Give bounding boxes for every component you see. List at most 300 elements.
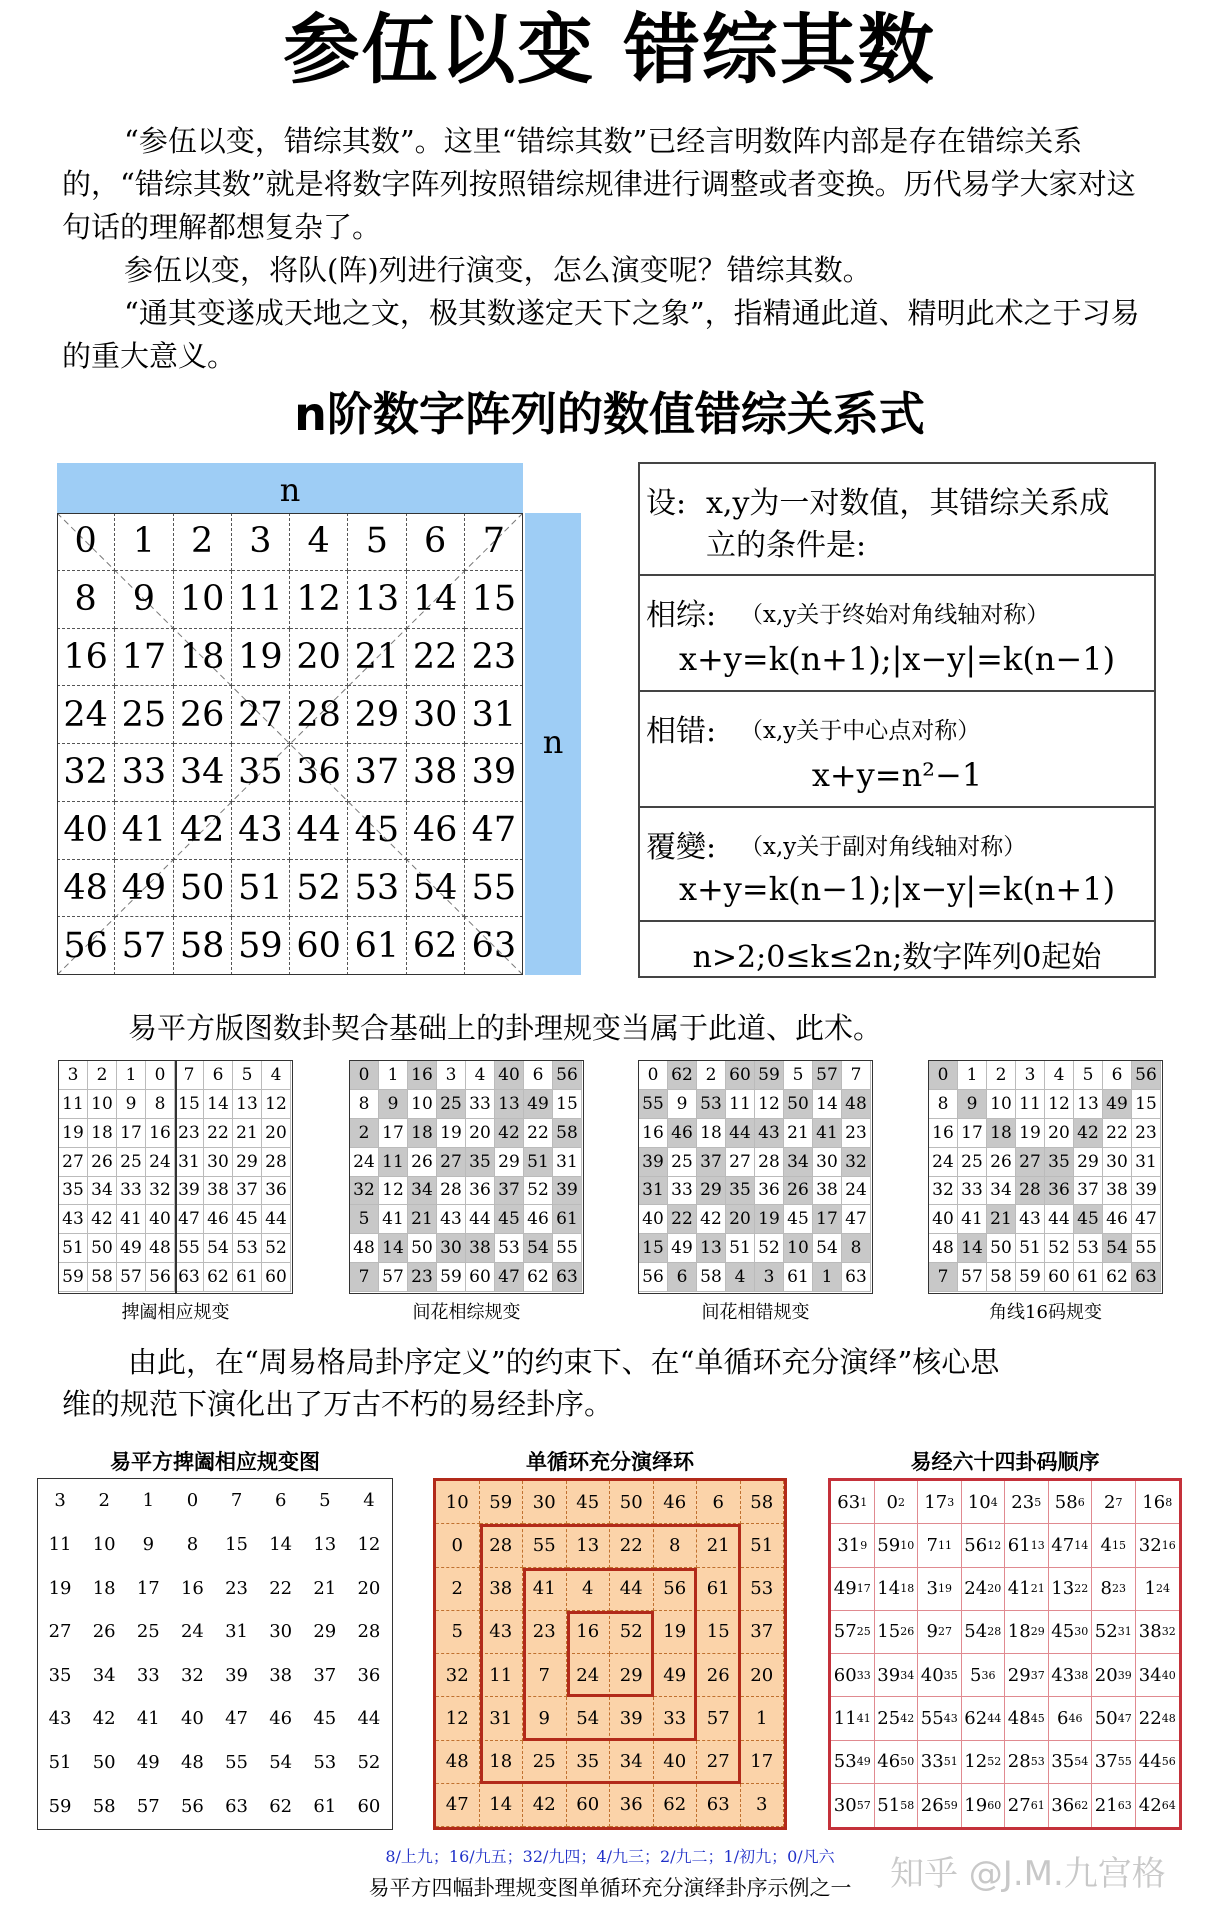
hexagram-cell: 32 16	[1136, 1524, 1180, 1567]
matrix-cell: 31	[480, 1697, 524, 1740]
small-matrix-cell: 12	[262, 1090, 291, 1119]
small-matrix-cell: 58	[697, 1263, 726, 1292]
cuo-equation: x+y=n²−1	[811, 756, 983, 794]
matrix-cell: 48	[436, 1741, 480, 1784]
matrix-cell: 23	[225, 1577, 249, 1599]
small-matrix-cell: 2	[697, 1061, 726, 1090]
hexagram-cell: 22 48	[1136, 1697, 1180, 1740]
small-matrix-cell: 14	[204, 1090, 233, 1119]
small-matrix-jianhua-zong	[349, 1060, 584, 1294]
hexagram-cell: 10 4	[962, 1481, 1006, 1524]
matrix-cell: 19	[232, 629, 290, 687]
hexagram-cell: 8 23	[1092, 1568, 1136, 1611]
small-matrix-cell: 0	[929, 1061, 958, 1090]
small-matrix-cell: 56	[553, 1061, 582, 1090]
small-matrix-cell: 18	[408, 1119, 437, 1148]
small-matrix-cell: 14	[379, 1234, 408, 1263]
small-matrix-cell: 48	[929, 1234, 958, 1263]
small-matrix-cell: 54	[813, 1234, 842, 1263]
matrix-cell: 29	[348, 686, 406, 744]
zong-equation: x+y=k(n+1);|x−y|=k(n−1)	[678, 640, 1116, 678]
small-matrix-cell: 46	[524, 1205, 553, 1234]
small-matrix-cell: 58	[88, 1263, 117, 1292]
matrix-cell: 60	[290, 917, 348, 975]
matrix-cell: 39	[610, 1697, 654, 1740]
small-matrix-cell: 35	[466, 1148, 495, 1177]
small-matrix-cell: 22	[524, 1119, 553, 1148]
small-matrix-cell: 43	[437, 1205, 466, 1234]
matrix-cell: 53	[741, 1568, 785, 1611]
hexagram-cell: 6 46	[1049, 1697, 1093, 1740]
small-matrix-cell: 34	[88, 1177, 117, 1206]
small-matrix-cell: 56	[146, 1263, 175, 1292]
small-matrix-cell: 36	[262, 1177, 291, 1206]
hexagram-cell: 28 53	[1005, 1741, 1049, 1784]
small-matrix-cell: 19	[437, 1119, 466, 1148]
matrix-cell: 1	[741, 1697, 785, 1740]
matrix-cell: 63	[225, 1795, 249, 1817]
matrix-cell: 62	[269, 1795, 293, 1817]
matrix-cell: 20	[741, 1654, 785, 1697]
hexagram-cell: 9 27	[918, 1611, 962, 1654]
matrix-cell: 7	[230, 1490, 243, 1512]
small-matrix-cell: 57	[813, 1061, 842, 1090]
small-matrix-cell: 22	[204, 1119, 233, 1148]
small-matrix-cell: 55	[1132, 1234, 1161, 1263]
fu-head: 覆變:	[646, 830, 717, 865]
hexagram-cell: 43 38	[1049, 1654, 1093, 1697]
small-matrix-cell: 24	[842, 1177, 871, 1206]
small-matrix-cell: 5	[233, 1061, 262, 1090]
hexagram-cell: 54 28	[962, 1611, 1006, 1654]
matrix-cell: 4	[567, 1568, 611, 1611]
small-matrix-cell: 42	[1074, 1119, 1103, 1148]
small-matrix-cell: 47	[842, 1205, 871, 1234]
small-matrix-cell: 33	[466, 1090, 495, 1119]
small-matrix-cell: 63	[553, 1263, 582, 1292]
hexagram-cell: 51 58	[875, 1784, 919, 1827]
small-matrix-cell: 46	[668, 1119, 697, 1148]
small-matrix-cell: 23	[175, 1119, 204, 1148]
small-matrix-cell: 50	[987, 1234, 1016, 1263]
small-matrix-cell: 57	[379, 1263, 408, 1292]
matrix-cell: 1	[115, 513, 173, 571]
small-matrix-cell: 26	[784, 1177, 813, 1206]
small-matrix-cell: 18	[697, 1119, 726, 1148]
small-matrix-cell: 28	[262, 1148, 291, 1177]
matrix-cell: 55	[523, 1524, 567, 1567]
small-matrix-cell: 25	[668, 1148, 697, 1177]
small-matrix-caption: 捭阖相应规变	[121, 1302, 230, 1323]
matrix-cell: 37	[313, 1664, 337, 1686]
small-matrix-cell: 11	[1016, 1090, 1045, 1119]
matrix-cell: 6	[407, 513, 465, 571]
small-matrix-cell: 41	[958, 1205, 987, 1234]
small-matrix-cell: 9	[958, 1090, 987, 1119]
matrix-cell: 14	[269, 1533, 293, 1555]
small-matrix-cell: 23	[408, 1263, 437, 1292]
small-matrix-cell: 61	[553, 1205, 582, 1234]
small-matrix-cell: 49	[117, 1234, 146, 1263]
small-matrix-cell: 49	[668, 1234, 697, 1263]
matrix-cell: 55	[465, 860, 523, 918]
hexagram-cell: 61 13	[1005, 1524, 1049, 1567]
hexagram-cell: 49 17	[831, 1568, 875, 1611]
small-matrix-cell: 28	[755, 1148, 784, 1177]
hexagram-cell: 17 3	[918, 1481, 962, 1524]
small-matrix-cell: 21	[408, 1205, 437, 1234]
matrix-cell: 11	[232, 571, 290, 629]
small-matrix-cell: 33	[958, 1177, 987, 1206]
small-matrix-cell: 34	[987, 1177, 1016, 1206]
small-matrix-cell: 0	[350, 1061, 379, 1090]
small-matrix-cell: 58	[987, 1263, 1016, 1292]
small-matrix-cell: 40	[495, 1061, 524, 1090]
intro-text	[62, 120, 1162, 378]
matrix-cell: 59	[232, 917, 290, 975]
matrix-cell: 40	[57, 802, 115, 860]
small-matrix-cell: 60	[726, 1061, 755, 1090]
matrix-cell: 12	[357, 1533, 381, 1555]
small-matrix-cell: 25	[958, 1148, 987, 1177]
matrix-cell: 51	[232, 860, 290, 918]
page-title: 参伍以变 错综其数	[283, 5, 936, 94]
matrix-cell: 35	[567, 1741, 611, 1784]
matrix-cell: 25	[115, 686, 173, 744]
small-matrix-cell: 59	[1016, 1263, 1045, 1292]
matrix-cell: 40	[180, 1708, 204, 1730]
small-matrix-cell: 45	[1074, 1205, 1103, 1234]
matrix-cell: 42	[174, 802, 232, 860]
small-matrix-cell: 30	[204, 1148, 233, 1177]
small-matrix-cell: 24	[146, 1148, 175, 1177]
small-matrix-cell: 52	[1045, 1234, 1074, 1263]
small-matrix-cell: 45	[233, 1205, 262, 1234]
cuo-head: 相错:	[646, 714, 717, 749]
small-matrix-cell: 51	[726, 1234, 755, 1263]
matrix-cell: 6	[697, 1481, 741, 1524]
n-label-side-text: n	[542, 723, 564, 761]
matrix-cell: 10	[92, 1533, 116, 1555]
small-matrix-cell: 37	[697, 1148, 726, 1177]
matrix-cell: 23	[465, 629, 523, 687]
small-matrix-cell: 58	[553, 1119, 582, 1148]
small-matrix-cell: 54	[204, 1234, 233, 1263]
small-matrix-cell: 6	[1103, 1061, 1132, 1090]
small-matrix-cell: 31	[1132, 1148, 1161, 1177]
small-matrix-baihe	[58, 1060, 293, 1294]
small-matrix-cell: 12	[755, 1090, 784, 1119]
matrix-cell: 13	[567, 1524, 611, 1567]
matrix-cell: 21	[313, 1577, 337, 1599]
small-matrix-cell: 3	[1016, 1061, 1045, 1090]
small-matrix-cell: 3	[437, 1061, 466, 1090]
small-matrix-cell: 16	[639, 1119, 668, 1148]
small-matrix-cell: 12	[379, 1177, 408, 1206]
small-matrix-cell: 1	[379, 1061, 408, 1090]
hexagram-cell: 19 60	[962, 1784, 1006, 1827]
matrix-cell: 41	[115, 802, 173, 860]
baihe-matrix	[37, 1478, 393, 1830]
matrix-cell: 28	[480, 1524, 524, 1567]
small-matrix-cell: 19	[1016, 1119, 1045, 1148]
matrix-cell: 36	[610, 1784, 654, 1827]
hexagram-cell: 30 57	[831, 1784, 875, 1827]
small-matrix-cell: 39	[553, 1177, 582, 1206]
small-matrix-cell: 6	[524, 1061, 553, 1090]
small-matrix-cell: 20	[726, 1205, 755, 1234]
small-matrix-cell: 5	[350, 1205, 379, 1234]
small-matrix-cell: 43	[755, 1119, 784, 1148]
small-matrix-cell: 59	[755, 1061, 784, 1090]
matrix-cell: 11	[48, 1533, 72, 1555]
matrix-cell: 50	[610, 1481, 654, 1524]
matrix-cell: 8	[654, 1524, 698, 1567]
intro-paragraph: “参伍以变，错综其数”。这里“错综其数”已经言明数阵内部是存在错综关系的，“错综其数”就是将数字阵列按照错综规律进行调整或者变换。历代易学大家对这句话的理解都想复杂了。	[62, 124, 1136, 244]
small-matrix-cell: 2	[88, 1061, 117, 1090]
matrix-cell: 16	[567, 1611, 611, 1654]
matrix-cell: 2	[436, 1568, 480, 1611]
small-matrix-cell: 3	[59, 1061, 88, 1090]
small-matrix-cell: 22	[1103, 1119, 1132, 1148]
small-matrix-cell: 55	[553, 1234, 582, 1263]
fu-note: （x,y关于副对角线轴对称）	[740, 834, 1027, 860]
small-matrix-cell: 4	[726, 1263, 755, 1292]
small-matrix-cell: 29	[495, 1148, 524, 1177]
small-matrix-cell: 10	[408, 1090, 437, 1119]
matrix-cell: 4	[363, 1490, 375, 1512]
matrix-cell: 18	[480, 1741, 524, 1784]
small-matrix-cell: 38	[204, 1177, 233, 1206]
matrix-cell: 31	[225, 1621, 249, 1643]
matrix-cell: 49	[654, 1654, 698, 1697]
small-matrix-cell: 11	[726, 1090, 755, 1119]
small-matrix-cell: 29	[1074, 1148, 1103, 1177]
small-matrix-cell: 13	[1074, 1090, 1103, 1119]
small-matrix-cell: 47	[1132, 1205, 1161, 1234]
small-matrix-cell: 26	[88, 1148, 117, 1177]
hexagram-cell: 55 43	[918, 1697, 962, 1740]
matrix-cell: 18	[174, 629, 232, 687]
small-matrix-cell: 16	[929, 1119, 958, 1148]
small-matrix-cell: 4	[1045, 1061, 1074, 1090]
hexagram-cell: 12 52	[962, 1741, 1006, 1784]
matrix-cell: 22	[269, 1577, 293, 1599]
small-matrix-cell: 54	[1103, 1234, 1132, 1263]
matrix-cell: 9	[523, 1697, 567, 1740]
hexagram-cell: 35 54	[1049, 1741, 1093, 1784]
formula-zong	[640, 576, 1154, 692]
small-matrix-cell: 39	[639, 1148, 668, 1177]
figure-footer: 易平方四幅卦理规变图单循环充分演绎卦序示例之一	[368, 1876, 852, 1900]
matrix-cell: 25	[136, 1621, 160, 1643]
matrix-cell: 43	[232, 802, 290, 860]
hexagram-cell: 53 49	[831, 1741, 875, 1784]
small-matrix-cell: 19	[755, 1205, 784, 1234]
small-matrix-cell: 34	[784, 1148, 813, 1177]
setup-line1: x,y为一对数值，其错综关系成	[706, 486, 1110, 521]
small-matrix-cell: 13	[495, 1090, 524, 1119]
small-matrix-cell: 20	[1045, 1119, 1074, 1148]
hexagram-cell: 0 2	[875, 1481, 919, 1524]
matrix-cell: 43	[480, 1611, 524, 1654]
small-matrix-cell: 30	[813, 1148, 842, 1177]
matrix-cell: 14	[480, 1784, 524, 1827]
matrix-cell: 43	[48, 1708, 72, 1730]
small-matrix-cell: 42	[495, 1119, 524, 1148]
small-matrix-caption: 间花相综规变	[412, 1302, 521, 1323]
hexagram-cell: 2 7	[1092, 1481, 1136, 1524]
small-matrix-cell: 7	[350, 1263, 379, 1292]
hexagram-cell: 3 19	[918, 1568, 962, 1611]
matrix-cell: 18	[92, 1577, 116, 1599]
matrix-cell: 51	[48, 1752, 72, 1774]
small-matrix-cell: 22	[668, 1205, 697, 1234]
hexagram-cell: 20 39	[1092, 1654, 1136, 1697]
matrix-cell: 31	[465, 686, 523, 744]
small-matrix-cell: 57	[958, 1263, 987, 1292]
hexagram-cell: 34 40	[1136, 1654, 1180, 1697]
matrix-cell: 59	[48, 1795, 72, 1817]
matrix-cell: 17	[136, 1577, 160, 1599]
small-matrix-cell: 8	[842, 1234, 871, 1263]
small-matrix-cell: 54	[524, 1234, 553, 1263]
small-matrix-cell: 51	[1016, 1234, 1045, 1263]
small-matrix-cell: 33	[668, 1177, 697, 1206]
small-matrix-cell: 42	[697, 1205, 726, 1234]
small-matrix-cell: 40	[639, 1205, 668, 1234]
small-matrix-cell: 42	[88, 1205, 117, 1234]
matrix-cell: 44	[610, 1568, 654, 1611]
small-matrix-cell: 48	[146, 1234, 175, 1263]
matrix-cell: 56	[57, 917, 115, 975]
matrix-cell: 19	[48, 1577, 72, 1599]
small-matrix-cell: 44	[1045, 1205, 1074, 1234]
matrix-cell: 52	[357, 1752, 381, 1774]
matrix-cell: 48	[57, 860, 115, 918]
bottom-matrix-title: 易平方捭阖相应规变图	[110, 1449, 320, 1474]
matrix-cell: 12	[436, 1697, 480, 1740]
small-matrix-cell: 23	[1132, 1119, 1161, 1148]
matrix-cell: 30	[269, 1621, 293, 1643]
hexagram-cell: 25 42	[875, 1697, 919, 1740]
n-label-top: n	[57, 463, 523, 513]
small-matrix-cell: 45	[784, 1205, 813, 1234]
small-matrix-cell: 43	[1016, 1205, 1045, 1234]
small-matrix-cell: 9	[668, 1090, 697, 1119]
small-matrix-cell: 59	[437, 1263, 466, 1292]
matrix-cell: 5	[436, 1611, 480, 1654]
hexagram-cell: 56 12	[962, 1524, 1006, 1567]
hexagram-cell: 13 22	[1049, 1568, 1093, 1611]
small-matrix-cell: 0	[639, 1061, 668, 1090]
matrix-cell: 22	[407, 629, 465, 687]
matrix-cell: 26	[697, 1654, 741, 1697]
matrix-cell: 28	[357, 1621, 381, 1643]
hexagram-cell: 14 18	[875, 1568, 919, 1611]
matrix-cell: 10	[174, 571, 232, 629]
hexagram-cell: 26 59	[918, 1784, 962, 1827]
zong-head: 相综:	[646, 598, 717, 633]
matrix-cell: 44	[357, 1708, 381, 1730]
hexagram-cell: 5 36	[962, 1654, 1006, 1697]
small-matrix-cell: 52	[755, 1234, 784, 1263]
matrix-cell: 51	[741, 1524, 785, 1567]
small-matrix-cell: 24	[929, 1148, 958, 1177]
small-matrix-cell: 18	[88, 1119, 117, 1148]
matrix-divider	[175, 1061, 177, 1293]
small-matrix-cell: 61	[1074, 1263, 1103, 1292]
small-matrix-cell: 20	[466, 1119, 495, 1148]
small-matrix-cell: 60	[262, 1263, 291, 1292]
small-matrix-cell: 27	[1016, 1148, 1045, 1177]
matrix-cell: 25	[523, 1741, 567, 1784]
small-matrix-cell: 35	[59, 1177, 88, 1206]
sentence-2-line2: 维的规范下演化出了万古不朽的易经卦序。	[62, 1387, 614, 1421]
matrix-cell: 35	[48, 1664, 72, 1686]
small-matrix-cell: 15	[175, 1090, 204, 1119]
matrix-cell: 33	[115, 744, 173, 802]
hexagram-cell: 42 64	[1138, 1794, 1176, 1816]
small-matrix-cell: 11	[379, 1148, 408, 1177]
small-matrix-cell: 15	[553, 1090, 582, 1119]
small-matrix-cell: 29	[233, 1148, 262, 1177]
hexagram-cell: 21 63	[1092, 1784, 1136, 1827]
small-matrix-cell: 1	[813, 1263, 842, 1292]
intro-paragraph: “通其变遂成天地之文，极其数遂定天下之象”，指精通此道、精明此术之于习易的重大意义。	[62, 296, 1140, 373]
matrix-cell: 16	[57, 629, 115, 687]
matrix-cell: 37	[348, 744, 406, 802]
matrix-cell: 44	[290, 802, 348, 860]
small-matrix-cell: 10	[987, 1090, 1016, 1119]
matrix-cell: 32	[436, 1654, 480, 1697]
matrix-cell: 34	[92, 1664, 116, 1686]
hexagram-cell: 24 20	[962, 1568, 1006, 1611]
small-matrix-cell: 1	[117, 1061, 146, 1090]
matrix-cell: 49	[115, 860, 173, 918]
small-matrix-cell: 46	[204, 1205, 233, 1234]
small-matrix-cell: 2	[987, 1061, 1016, 1090]
formula-setup	[640, 464, 1154, 576]
hexagram-cell: 59 10	[875, 1524, 919, 1567]
matrix-cell: 13	[348, 571, 406, 629]
small-matrix-cell: 23	[842, 1119, 871, 1148]
small-matrix-cell: 38	[813, 1177, 842, 1206]
hexagram-cell: 15 26	[875, 1611, 919, 1654]
main-number-matrix	[57, 513, 523, 975]
small-matrix-cell: 35	[1045, 1148, 1074, 1177]
hexagram-cell: 18 29	[1005, 1611, 1049, 1654]
hexagram-cell: 11 41	[831, 1697, 875, 1740]
small-matrix-cell: 50	[784, 1090, 813, 1119]
hexagram-cell: 47 14	[1049, 1524, 1093, 1567]
small-matrix-cell: 7	[929, 1263, 958, 1292]
small-matrix-cell: 6	[204, 1061, 233, 1090]
hexagram-cell: 57 25	[831, 1611, 875, 1654]
matrix-cell: 1	[142, 1490, 155, 1512]
small-matrix-cell: 53	[495, 1234, 524, 1263]
matrix-cell: 47	[436, 1784, 480, 1827]
small-matrix-jianhua-cuo	[638, 1060, 873, 1294]
matrix-cell: 42	[523, 1784, 567, 1827]
small-matrix-cell: 13	[233, 1090, 262, 1119]
matrix-cell: 34	[610, 1741, 654, 1784]
small-matrix-cell: 11	[59, 1090, 88, 1119]
small-matrix-cell: 24	[350, 1148, 379, 1177]
matrix-cell: 55	[225, 1752, 249, 1774]
matrix-cell: 20	[290, 629, 348, 687]
small-matrix-cell: 31	[639, 1177, 668, 1206]
